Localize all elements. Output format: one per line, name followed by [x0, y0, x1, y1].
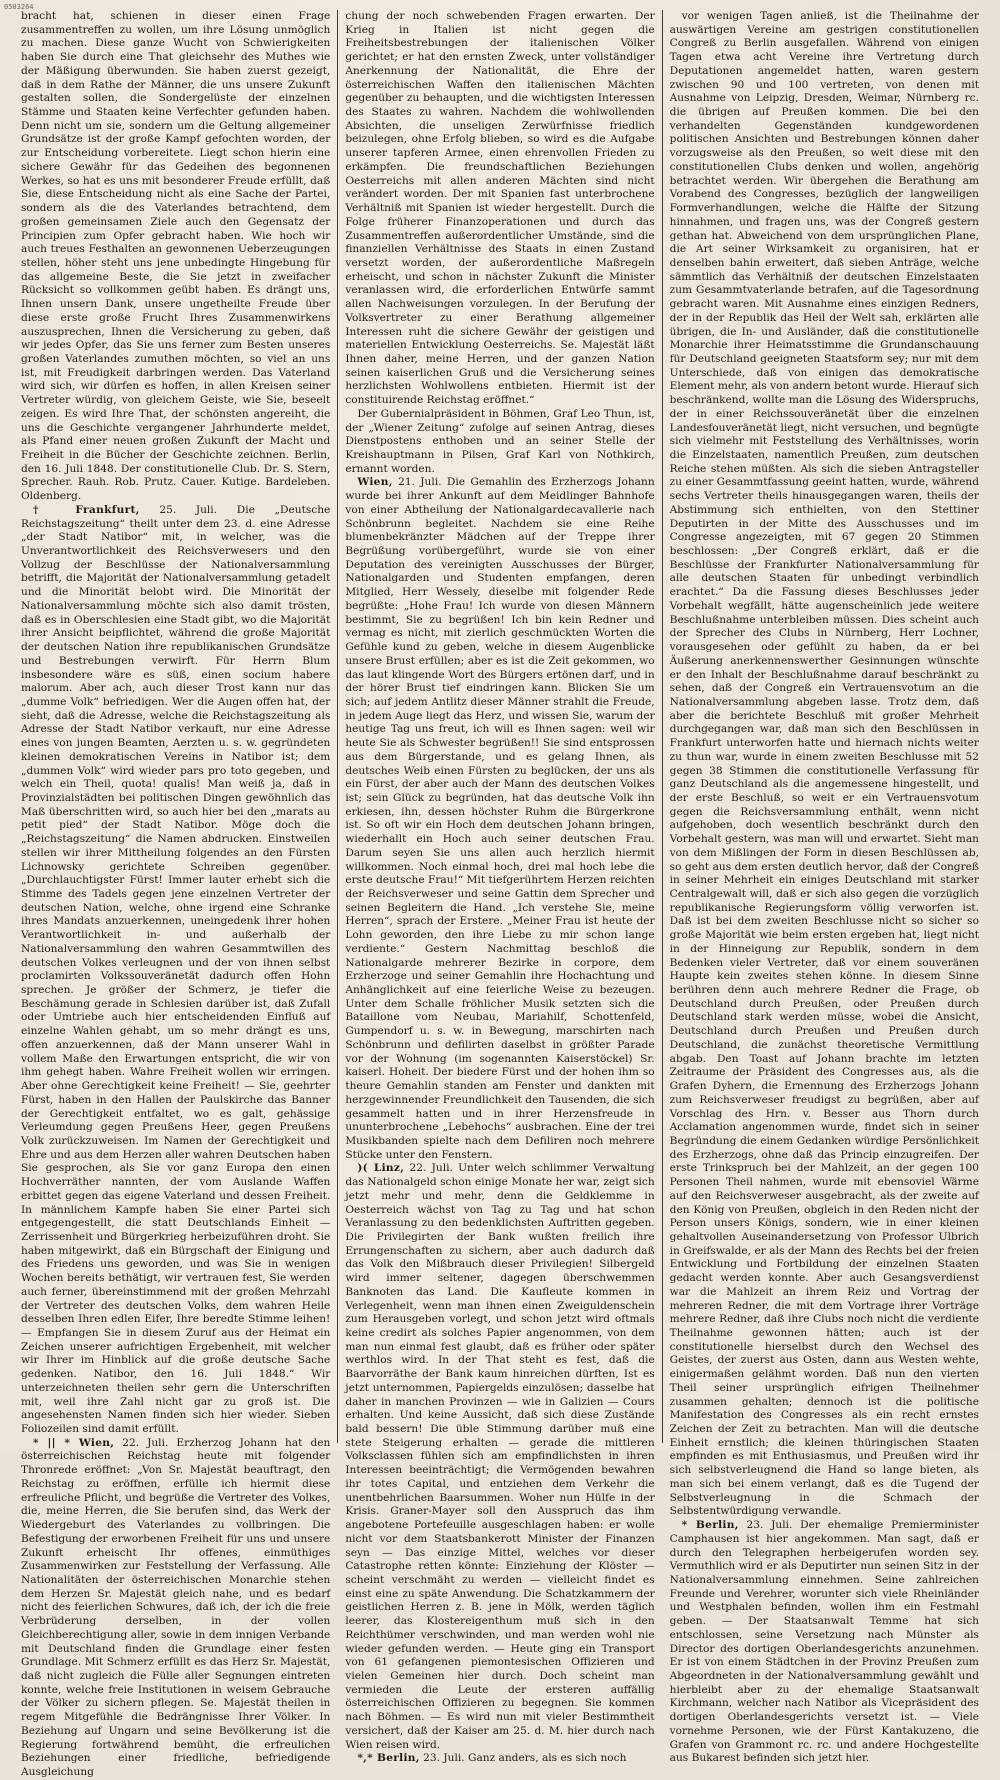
paragraph-text: 25. Juli. Die „Deutsche Reichstagszeitung“ theilt unter dem 23. d. eine Adresse „der Stadt Natibor“ mit, in welcher, was die Unverantwortlichkeit des Reichsverwesers und den Vollzug der Beschlüsse der Nationalversammlung betrifft, die Majorität der Nationalversammlung getadelt und die Minorität belobt wird. Die Minorität der Nationalversammlung möchte sich also damit trösten, daß es in Oberschlesien eine Stadt gibt, wo die Majorität ihrer Ansicht beipflichtet, während die große Majorität der deutschen Nation ihre republikanischen Grundsätze und Bestrebungen verwirft. Für Herrn Blum insbesondere wäre es süß, einen socium habere malorum. Aber ach, auch dieser Trost kann nur das „dumme Volk“ befriedigen. Wer die Augen offen hat, der sieht, daß die Adresse, welche die Reichstagszeitung als Adresse der Stadt Natibor verkauft, nur eine Adresse eines von jungen Beamten, Aerzten u. s. w. gegründeten kleinen demokratischen Vereins in Natibor ist; dem „dummen Volk“ wird wieder pars pro toto gegeben, und welch ein Theil, quota! qualis! Man weiß ja, daß in Provinzialstädten bei politischen Dingen gewöhnlich das Maß überschritten wird, so auch hier bei den „marats au petit pied“ der Stadt Natibor. Möge doch die „Reichstagszeitung“ die Namen abdrucken. Einstweilen stellen wir ihrer Mittheilung folgendes an den Fürsten Lichnowsky gerichtete Schreiben gegenüber. „Durchlauchtigster Fürst! Immer lauter erhebt sich die Stimme des Tadels gegen jene einzelnen Vertreter der deutschen Nation, welche, ohne irgend eine Schranke ihres Mandats anzuerkennen, uneingedenk ihrer hohen Verantwortlichkeit in- und außerhalb der Nationalversammlung den wahren Gesammtwillen des deutschen Volkes verleugnen und der von ihnen selbst proclamirten Volkssouveränetät dadurch offen Hohn sprechen. Je größer der Schmerz, je tiefer die Beschämung gerade in Schlesien darüber ist, daß Zufall oder Umtriebe auch hier entscheidenden Einfluß auf einzelne Wahlen gehabt, um so mehr drängt es uns, offen anzuerkennen, daß der Mann unserer Wahl in vollem Maße den Erwartungen entspricht, die wir von ihm gehegt haben. Wahre Freiheit wollen wir erringen. Aber ohne Gerechtigkeit keine Freiheit! — Sie, geehrter Fürst, haben in den Hallen der Paulskirche das Banner der Gerechtigkeit entfaltet, wo es galt, gehässige Verleumdung gegen Preußens Heer, gegen Preußens Volk zurückzuweisen. Im Namen der Gerechtigkeit und Ehre und aus dem Herzen aller wahren Deutschen haben Sie gesprochen, als Sie vor ganz Europa den einen Hochverräther nannten, der vom Auslande Waffen erbittet gegen das eigene Vaterland und dessen Freiheit. In männlichem Kampfe haben Sie einer Partei sich entgegengestellt, die statt Deutschlands Einheit — Zerrissenheit und Bürgerkrieg herbeizuführen droht. Sie haben mitgewirkt, daß ein Bürgschaft der Einigung und des Friedens uns geworden, und was Sie in wenigen Wochen bereits bethätigt, wir vertrauen fest, Sie werden auch ferner, übereinstimmend mit der großen Mehrzahl der Vertreter des deutschen Volks, dem wahren Heile desselben Ihren edlen Eifer, Ihre beredte Stimme leihen! — Empfangen Sie in diesem Zuruf aus der Heimat ein Zeichen unserer aufrichtigen Ergebenheit, mit welcher wir Ihrer im Hinblick auf die große deutsche Sache gedenken. Natibor, den 16. Juli 1848.“ Wir unterzeichneten theilen sehr gern die Unterschriften mit, weil ihre Zahl nicht gar zu groß ist. Die angesehensten Namen finden sich hier wieder. Sieben Foliozeilen sind damit erfüllt.	[21, 503, 331, 1436]
paragraph-text: vor wenigen Tagen anließ, ist die Theilnahme der auswärtigen Vereine am gestrigen constitutionellen Congreß zu Berlin ausgefallen. Während von einigen Tagen etwa acht Vereine ihre Vertretung durch Deputationen angemeldet hatten, waren gestern zwischen 90 und 100 vertreten, von denen mit Ausnahme von Leipzig, Dresden, Weimar, Nürnberg rc. die übrigen auf Preußen kommen. Die bei den verhandelten Gegenständen kundgewordenen politischen Ansichten und Bestrebungen können daher vorzugsweise als den Preußen, so weit diese mit den constitutionellen Clubs denken und wollen, angehörig betrachtet werden. Wir übergehen die Berathung am Vorabend des Congresses, bezüglich der langweiligen Formverhandlungen, welche die Hälfte der Sitzung hinnahmen, und fragen uns, was der Congreß gestern gethan hat. Abweichend von dem ursprünglichen Plane, die Art seiner Wirksamkeit zu organisiren, hat er denselben bahin erweitert, daß sieben Anträge, welche sämmtlich das Verhältniß der deutschen Einzelstaaten zum Gesammtvaterlande betrafen, auf die Tagesordnung gebracht waren. Mit Ausnahme eines einzigen Redners, der in der Republik das Heil der Welt sah, erklärten alle übrigen, die In- und Ausländer, daß die constitutionelle Monarchie ihrer Heimatsstimme die Grundanschauung für Deutschland geeigneten Staatsform sey; nur mit dem Unterschiede, daß von einigen das demokratische Element mehr, als von andern betont wurde. Hierauf sich beschränkend, wollte man die Lösung des Widerspruchs, der in einer Reichssouveränetät über die einzelnen Landesfouveränetät liegt, nicht versuchen, und begnügte sich vielmehr mit Feststellung des Verhältnisses, worin die Einzelstaaten, namentlich Preußen, zum deutschen Reiche stehen müßten. Als sich die sieben Antragsteller zu einer Gesammtfassung geeint hatten, wurde, während sechs Vertreter theils hinausgegangen waren, theils der Abstimmung sich enthielten, von den Stettiner Deputirten in der Mitte des Ausschusses und im Congresse angezeigten, mit 67 gegen 20 Stimmen beschlossen: „Der Congreß erklärt, daß er die Beschlüsse der Frankfurter Nationalversammlung für alle deutschen Staaten für unbedingt verbindlich erachtet.“ Da die Fassung dieses Beschlusses jeder Vorbehalt wegfällt, hätte augenscheinlich jede weitere Beschlußnahme unterbleiben müssen. Dies scheint auch der Sprecher des Clubs in Nürnberg, Herr Lochner, vorausgesehen oder gefühlt zu haben, da er bei Äußerung anerkennenswerther Gesinnungen wünschte er den Inhalt der Beschlußnahme darauf beschränkt zu sehen, daß der Congreß ein Vertrauensvotum an die Nationalversammlung abgeben lasse. Trotz dem, daß aber die berichtete Beschluß mit großer Mehrheit durchgegangen war, daß man sich den Beschlüssen in Frankfurt unterworfen hatte und hiernach nichts weiter zu thun war, wurde in einem zweiten Beschlusse mit 52 gegen 38 Stimmen die constitutionelle Verfassung für ganz Deutschland als die angemessene hingestellt, und der erste Beschluß, so weit er ein Vertrauensvotum gegen die Reichsversammlung enthält, wenn nicht aufgehoben, doch wesentlich beschränkt durch den Vorbehalt gestern, was man will und erwartet. Sieht man von dem Mißlingen der Form in diesen Beschlüssen ab, so geht aus dem ersten deutlich hervor, daß der Congreß in seiner Mehrheit ein einiges Deutschland mit starker Centralgewalt will, daß er sich also gegen die vorzüglich republikanische Regierungsform völlig verworfen ist. Daß ist bei dem zweiten Beschlusse nicht so sicher so große Majorität wie beim ersten ergeben hat, liegt nicht in der Hinneigung zur Republik, sondern in dem Bedenken vieler Vertreter, daß vor einem souveränen Haupte kein zweites stehen könne. In diesem Sinne berühren denn auch mehrere Redner die Frage, ob Deutschland durch Preußen, oder Preußen durch Deutschland stark werden müsse, wobei die Ansicht, Deutschland durch Preußen und Preußen durch Deutschland, die zunächst theoretische Vermittlung abgab. Den Toast auf Johann brachte im letzten Zeitraume der Präsident des Congresses aus, als die Grafen Dyhern, die Ernennung des Erzherzogs Johann zum Reichsverweser freudigst zu begrüßen, aber auf Vorschlag des Hrn. v. Besser aus Thorn durch Acclamation angenommen wurde, findet sich in seiner Begründung die einem Gedanken würdige Persönlichkeit des Erzherzogs, ohne daß das Princip einzugreifen. Der erste Trinkspruch bei der Mahlzeit, an der gegen 100 Personen Theil nahmen, wurde mit ebensoviel Wärme auf den Reichsverweser ausgebracht, als der zweite auf den König von Preußen, obgleich in den Reden nicht der Person unsers Königs, sondern, wie in einer kleinen gehaltvollen Auseinandersetzung von Professor Ulbrich in Greifswalde, er als der Mann des Rechts bei der freien Entwicklung und Fortbildung der einzelnen Staaten gedacht werden konnte. Aber auch Gesangsverdienst war die Mahlzeit an ihrem Reiz und Vortrag der mehreren Redner, die mit dem Vortrage ihrer Vorträge mehrere Redner, daß ihre Clubs noch nicht die verdiente Theilnahme gewonnen hätten; auch ist der constitutionelle hierselbst durch den Wechsel des Geistes, der zuerst aus Osten, dann aus Westen wehte, einigermaßen gelähmt worden. Daß nun den vierten Theil seiner ursprünglich eifrigen Theilnehmer zusammen gehalten; dennoch ist die politische Manifestation des Congresses als ein recht ernstes Zeichen der Zeit zu betrachten. Man will die deutsche Einheit ernstlich; die kleinen thüringischen Staaten empfinden es mit Enthusiasmus, und Preußen wird ihr sich selbstverleugnend die Hand so lange bieten, als man sich bei einem verlangt, daß es die Tugend der Selbstverleugnung in die Schmach der Selbstentwürdigung verwandle.	[669, 10, 979, 1518]
paragraph-text: 21. Juli. Die Gemahlin des Erzherzogs Johann wurde bei ihrer Ankunft auf dem Meidlinger Bahnhofe von einer Abtheilung der Nationalgardecavallerie nach Schönbrunn begleitet. Nachdem sie eine Reihe blumenbekränzter Mädchen auf der Treppe ihrer Begrüßung vorübergeführt, wurde sie von einer Deputation des vereinigten Ausschusses der Bürger, Nationalgarden und Studenten empfangen, deren Mitglied, Herr Wessely, dieselbe mit folgender Rede begrüßte: „Hohe Frau! Ich wurde von diesen Männern bestimmt, Sie zu begrüßen! Ich bin kein Redner und vermag es nicht, mit zierlich geschmückten Worten die Gefühle kund zu geben, welche in diesem Augenblicke unsere Brust erfüllen; aber es ist die Zeit gekommen, wo das laut klingende Wort des Bürgers ertönen darf, und in der hörer Brust tief eindringen kann. Blicken Sie um sich; auf jedem Antlitz dieser Männer strahlt die Freude, in jedem Auge liegt das Herz, und wissen Sie, warum der heutige Tag uns freut, ich will es Ihnen sagen: weil wir heute Sie als Schwester begrüßen!! Sie sind entsprossen aus dem Bürgerstande, und es gelang Ihnen, als deutsches Weib einen Fürsten zu beglücken, der uns als ein Fürst, der aber auch der Mann des deutschen Volkes ist; sein Glück zu begründen, hat das deutsche Volk ihn erkiesen, ihn, dessen höchster Ruhm die Bürgerkrone ist. So oft wir ein Hoch dem deutschen Johann bringen, wiederhallt ein Hoch auch seiner deutschen Frau. Darum seyen Sie uns allen auch herzlich hiermit willkommen. Noch einmal hoch, drei mal hoch lebe die erste deutsche Frau!“ Mit tiefgerührtem Herzen reichten der Reichsverweser und seine Gattin dem Sprecher und seinen Begleitern die Hand. „Ich verstehe Sie, meine Herren“, sprach der Erstere. „Meiner Frau ist heute der Lohn geworden, den ihre Liebe zu mir schon lange verdiente.“ Gestern Nachmittag beschloß die Nationalgarde mehrerer Bezirke in corpore, dem Erzherzoge und seiner Gemahlin ihre Hochachtung und Anhänglichkeit auf eine feierliche Weise zu bezeugen. Unter dem Schalle fröhlicher Musik setzten sich die Bataillone vom Neubau, Mariahilf, Schottenfeld, Gumpendorf u. s. w. in Bewegung, marschirten nach Schönbrunn und defilirten daselbst in größter Parade vor der Wohnung (im sogenannten Kaiserstöckel) Sr. kaiserl. Hoheit. Der biedere Fürst und der hohen ihm so theure Gemahlin standen am Fenster und dankten mit herzgewinnender Freundlichkeit den Tausenden, die sich gesammelt hatten und in ihrer Herzensfreude in ununterbrochene „Lebehochs“ ausbrachen. Eine der trei Musikbanden spielte nach dem Defiliren noch mehrere Stücke unter den Fenstern.	[345, 476, 655, 1161]
paragraph-text: 23. Juli. Ganz anders, als es sich noch	[419, 1752, 627, 1765]
dateline: † Frankfurt,	[33, 503, 140, 516]
paragraph-text: 22. Juli. Unter welch schlimmer Verwaltung das Nationalgeld schon einige Monate her war, zeigt sich jetzt mehr und mehr, denn die Geldklemme in Oesterreich wächst von Tag zu Tag und hat schon Veranlassung zu den bedenklichsten Auftritten gegeben. Die Privilegirten der Bank wußten freilich ihre Errungenschaften zu sichern, aber auch dadurch daß das Volk den Mißbrauch dieser Privilegien! Silbergeld wird immer seltener, dagegen überschwemmen Banknoten das Land. Die Kaufleute kommen in Verlegenheit, wenn man ihnen einen Zweiguldenschein zum Herausgeben vorlegt, und schon jetzt wird oftmals keine credirt als solches Papier angenommen, von dem man nun einmal fest glaubt, daß es früher oder später werthlos wird. In der That steht es fest, daß die Baarvorräthe der Bank kaum hinreichen dürften, Ist es jetzt unternommen, Papiergelds einzulösen; dasselbe hat daher in manchen Provinzen — wie in Galizien — Cours erhalten. Und keine Aussicht, daß sich diese Zustände bald bessern! Die üble Stimmung darüber muß eine stete Steigerung erhalten — gerade die mittleren Volksclassen fühlen sich am empfindlichsten in ihren Interessen beeinträchtigt; die Vermögenden bewahren ihr totes Capital, und entziehen dem Verkehr die unentbehrlichen Baarsummen. Woher nun Hülfe in der Krisis. Graner-Mayer soll den Ausspruch das ihm angebotene Portefeuille ausgeschlagen haben: er wolle nicht vor dem Staatsbankerott Minister der Finanzen seyn — Das einzige Mittel, welches vor dieser Catastrophe retten könnte: Einziehung der Klöster — scheint verschmäht zu werden — vielleicht findet es einst eine zu späte Anwendung. Die Schatzkammern der geistlichen Herren z. B. jene in Mölk, werden täglich leerer, das Klostereigenthum muß sich in den Reichthümer verschwinden, und man werden wohl nie wieder gefunden werden. — Heute ging ein Transport von 61 gefangenen piemontesischen Offizieren und vielen Gemeinen hier durch. Doch scheint man vermieden die Leute der ersteren auffällig österreichischen Offizieren zu begegnen. Sie kommen nach Böhmen. — Es wird nun mit vieler Bestimmtheit versichert, daß der Kaiser am 25. d. M. hier durch nach Wien reisen wird.	[345, 1162, 655, 1751]
article-paragraph	[670, 10, 979, 1519]
article-paragraph	[345, 1162, 654, 1752]
paragraph-text: bracht hat, schienen in dieser einen Frage zusammentreffen zu wollen, um ihre Lösung unmöglich zu machen. Diese ganze Wucht von Schwierigkeiten haben Sie durch eine That gleichsehr des Muthes wie der Mäßigung überwunden. Sie haben zuerst gezeigt, daß in dem Rathe der Männer, die uns unsere Zukunft gestalten sollen, die Sondergelüste der einzelnen Stämme und Staaten keine Verfechter gefunden haben. Denn nicht um sie, sondern um die Geltung allgemeiner Grundsätze ist der große Kampf gefochten worden, der zur Entscheidung vorbereitete. Liegt schon hierin eine sichere Gewähr für das Gedeihen des begonnenen Werkes, so hat es uns mit besonderer Freude erfüllt, daß Sie, diese Entscheidung nicht als eine Sache der Partei, sondern als die des Vaterlandes betrachtend, dem großen gemeinsamen Ziele auch den Gegensatz der Principien zum Opfer gebracht haben. Wie hoch wir auch treues Festhalten an gewonnenen Ueberzeugungen stellen, höher steht uns jene unbedingte Hingebung für das allgemeine Beste, die Sie jetzt in zweifacher Rücksicht so vollkommen geübt haben. Es drängt uns, Ihnen unsern Dank, unsere ungetheilte Freude über diese erste große Frucht Ihres Zusammenwirkens auszusprechen, Ihnen die Versicherung zu geben, daß wir jedes Opfer, das Sie uns ferner zum Besten unseres großen Vaterlandes zumuthen möchten, so viel an uns ist, mit Freudigkeit darbringen werden. Das Vaterland wird sich, wir dürfen es hoffen, in allen Kreisen seiner Vertreter würdig, von gleichem Geiste, wie Sie, beseelt zeigen. Es wird Ihre That, der schönsten angereiht, die uns die Geschichte vergangener Jahrhunderte meldet, als Pfand einer neuen großen Zukunft der Macht und Freiheit in die Bücher der Geschichte zeichnen. Berlin, den 16. Juli 1848. Der constitutionelle Club. Dr. S. Stern, Sprecher. Rauh. Rob. Prutz. Cauer. Kutige. Bardeleben. Oldenberg.	[21, 10, 331, 503]
text-columns	[14, 10, 986, 1778]
article-paragraph	[345, 1752, 654, 1766]
column-3	[662, 10, 986, 1765]
dateline: * || * Wien,	[33, 1436, 115, 1449]
paragraph-text: 23. Juli. Der ehemalige Premierminister Camphausen ist hier angekommen. Man sagt, daß er durch den Telegraphen herbeigerufen worden sey. Vermuthlich wird er als Deputirter nun seinen Sitz in der Nationalversammlung einnehmen. Seine zahlreichen Freunde und Verehrer, worunter sich viele Rheinländer und Westphalen befinden, wollen ihm ein Festmahl geben. — Der Staatsanwalt Temme hat sich entschlossen, seine Versetzung nach Münster als Director des dortigen Oberlandesgerichts anzunehmen. Er ist von einem Städtchen in der Provinz Preußen zum Abgeordneten in der Nationalversammlung gewählt und hierbleibt aber zu der ehemalige Staatsanwalt Kirchmann, welcher nach Natibor als Vicepräsident des dortigen Oberlandesgerichts versetzt ist. — Viele vornehme Personen, wie der Fürst Kantakuzeno, die Grafen von Grammont rc. rc. und andere Hochgestellte aus Bukarest befinden sich jetzt hier.	[669, 1519, 979, 1765]
article-paragraph	[670, 1519, 979, 1766]
paragraph-text: chung der noch schwebenden Fragen erwarten. Der Krieg in Italien ist nicht gegen die Freiheitsbestrebungen der italienischen Völker gerichtet; er hat den ernsten Zweck, unter vollständiger Anerkennung der Nationalität, die Ehre der österreichischen Waffen den italienischen Mächten gegenüber zu behaupten, und die wichtigsten Interessen des Staates zu wahren. Nachdem die wohlwollenden Absichten, die unseligen Zerwürfnisse friedlich beizulegen, ohne Erfolg blieben, so wird es die Aufgabe unserer tapferen Armee, einen ehrenvollen Frieden zu erkämpfen. Die freundschaftlichen Beziehungen Oesterreichs mit allen anderen Mächten sind nicht verändert worden. Der mit Spanien fast unterbrochene Verhältniß mit Spanien ist wieder hergestellt. Durch die Folge früherer Finanzoperationen und durch das Zusammentreffen außerordentlicher Umstände, sind die finanziellen Verhältnisse des Staats in einen Zustand versetzt worden, der außerordentliche Maßregeln erheischt, und schon in nächster Zukunft die Minister veranlassen wird, die erforderlichen Entwürfe sammt allen Nachweisungen vorzulegen. In der Berufung der Volksvertreter zu einer Berathung allgemeiner Interessen ruht die sichere Gewähr der geistigen und materiellen Entwicklung Oesterreichs. Se. Majestät läßt Ihnen daher, meine Herren, und der ganzen Nation seinen kaiserlichen Gruß und die Versicherung seines herzlichsten Wohlwollens entbieten. Hiermit ist der constituirende Reichstag eröffnet.“	[345, 10, 655, 407]
article-paragraph	[21, 10, 330, 504]
column-2	[337, 10, 661, 1765]
dateline: Wien,	[357, 476, 393, 489]
article-paragraph	[345, 10, 654, 408]
column-1	[14, 10, 337, 1778]
scan-id: 0503264	[4, 3, 34, 11]
dateline: * Berlin,	[681, 1519, 739, 1532]
article-paragraph	[21, 1437, 330, 1780]
dateline: )( Linz,	[357, 1162, 405, 1175]
paragraph-text: Der Gubernialpräsident in Böhmen, Graf Leo Thun, ist, der „Wiener Zeitung“ zufolge auf seinen Antrag, dieses Dienstpostens enthoben und an seiner Stelle der Kreishauptmann in Pilsen, Graf Karl von Nothkirch, ernannt worden.	[345, 407, 655, 475]
article-paragraph	[21, 504, 330, 1437]
paragraph-text: 22. Juli. Erzherzog Johann hat den österreichischen Reichstag heute mit folgender Thronrede eröffnet: „Von Sr. Majestät beauftragt, den Reichstag zu eröffnen, erfülle ich hiermit diese erfreuliche Pflicht, und begrüße die Vertreter des Volkes, die, meine Herren, die Sie berufen sind, das Werk der Wiedergeburt des Vaterlandes zu vollbringen. Die Befestigung der erworbenen Freiheit für uns und unsere Zukunft erheischt Ihr offenes, einmüthiges Zusammenwirken zur Feststellung der Verfassung. Alle Nationalitäten der österreichischen Monarchie stehen dem Herzen Sr. Majestät gleich nahe, und es bedarf nicht des feierlichen Schwures, daß ich, der ich die freie Verbrüderung derselben, in der vollen Gleichberechtigung aller, sowie in dem innigen Verbande mit Deutschland finden die Grundlage einer festen Grundlage. Mit Schmerz erfüllt es das Herz Sr. Majestät, daß nicht zugleich die Fülle aller Segnungen eintreten konnte, welche freie Institutionen in weisem Gebrauche der Völker zu sichern pflegen. Se. Majestät theilen in regem Mitgefühle die Bedrängnisse Ihrer Völker. In Beziehung auf Ungarn und seine Bevölkerung ist die Regierung fortwährend bemüht, die erfreulichen Beziehungen einer friedliche, befriedigende Ausgleichung	[21, 1436, 331, 1778]
dateline: *,* Berlin,	[357, 1752, 420, 1765]
article-paragraph	[345, 408, 654, 477]
article-paragraph	[345, 476, 654, 1162]
